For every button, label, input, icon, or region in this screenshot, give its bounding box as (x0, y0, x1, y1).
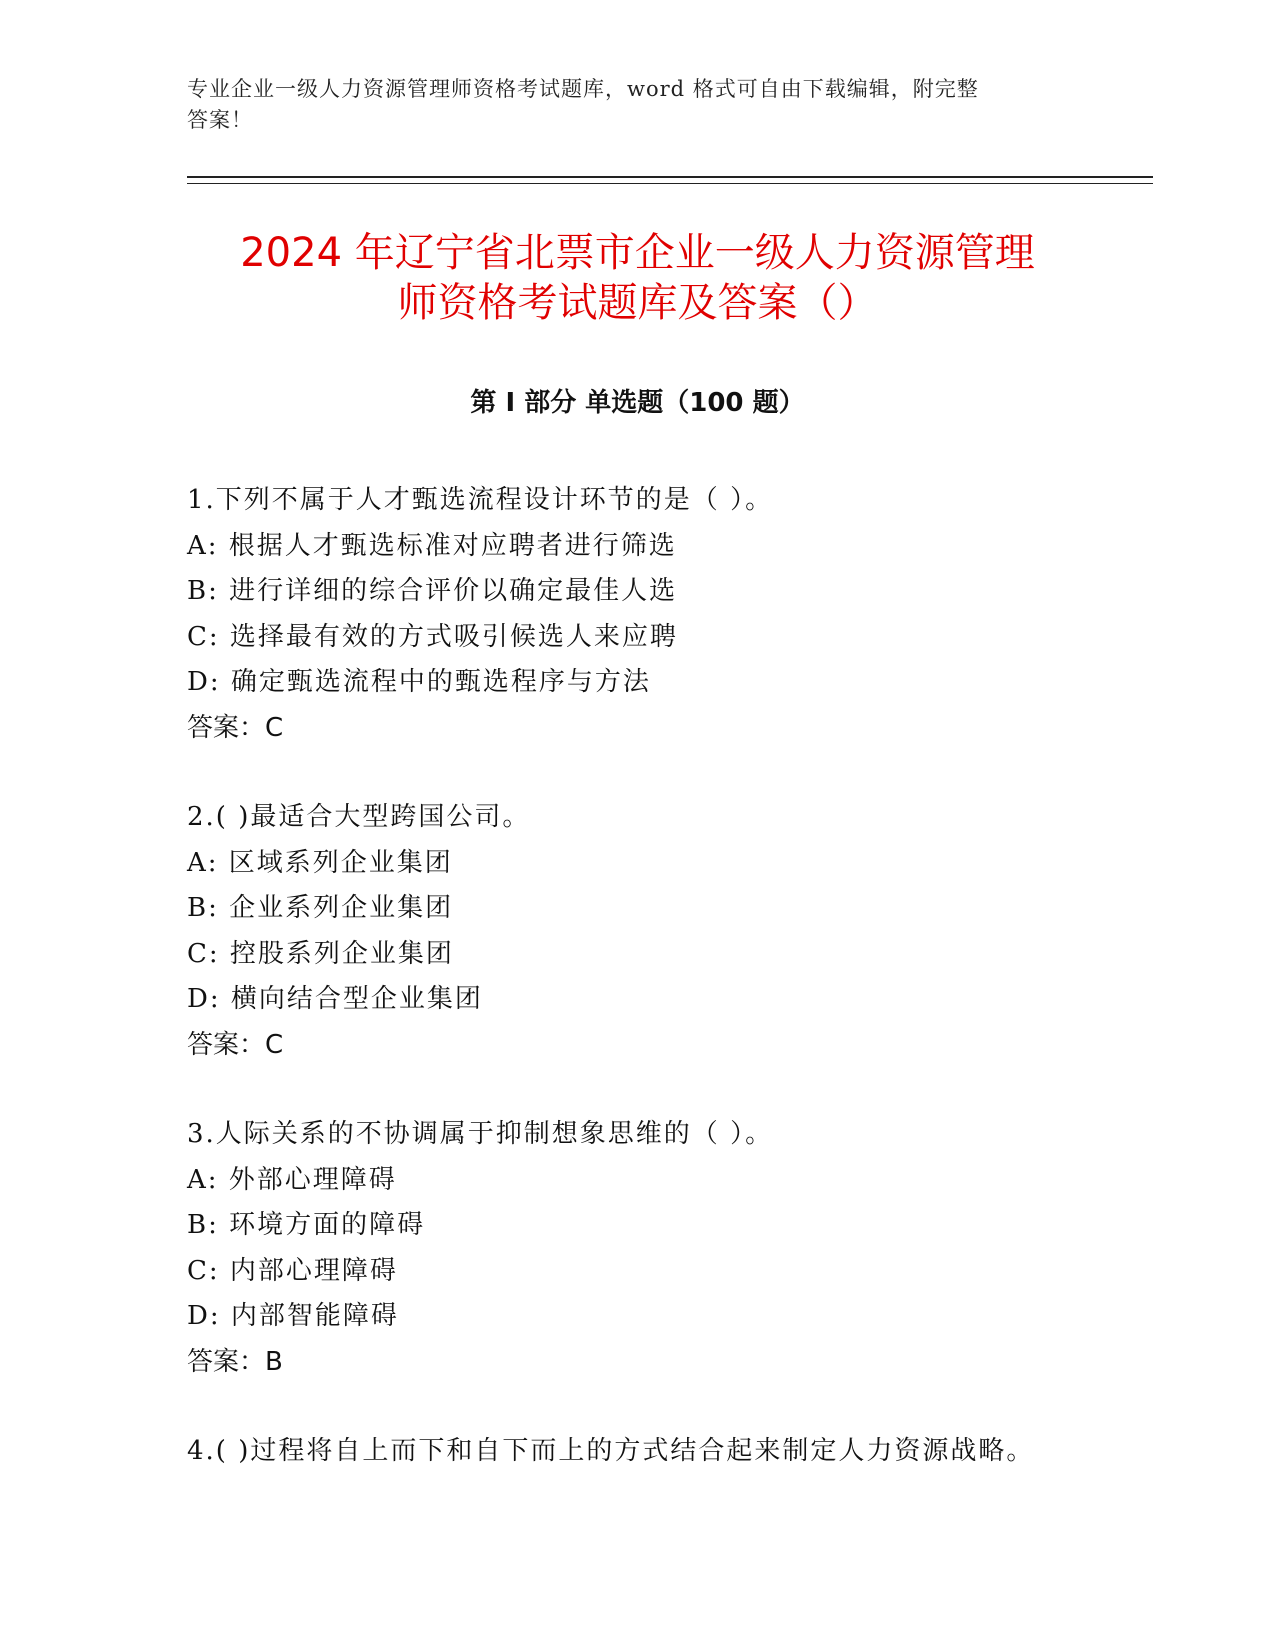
intro-text (187, 74, 1067, 136)
question-3 (187, 1112, 1147, 1385)
document-title (150, 228, 1125, 328)
option-a: A: 根据人才甄选标准对应聘者进行筛选 (187, 530, 677, 561)
option-c: C: 内部心理障碍 (187, 1255, 398, 1286)
intro-line-1: 专业企业一级人力资源管理师资格考试题库，word 格式可自由下载编辑，附完整 (187, 77, 979, 101)
header-divider-thin (187, 183, 1153, 184)
question-stem: 3.人际关系的不协调属于抑制想象思维的（ ）。 (187, 1119, 774, 1149)
option-d: D: 横向结合型企业集团 (187, 984, 483, 1014)
document-title-line-1: 2024 年辽宁省北票市企业一级人力资源管理 (240, 230, 1035, 276)
intro-line-2: 答案！ (187, 108, 253, 132)
option-b: B: 环境方面的障碍 (187, 1210, 426, 1240)
option-d: D: 确定甄选流程中的甄选程序与方法 (187, 667, 651, 697)
option-b: B: 企业系列企业集团 (187, 893, 454, 923)
section-heading: 第 I 部分 单选题（100 题） (470, 388, 805, 418)
option-a: A: 区域系列企业集团 (187, 847, 453, 878)
answer-text: 答案：C (187, 1029, 284, 1060)
option-d: D: 内部智能障碍 (187, 1301, 399, 1331)
option-c: C: 控股系列企业集团 (187, 938, 454, 969)
question-list (187, 478, 1147, 1519)
question-4 (187, 1429, 1147, 1475)
question-stem: 2.( )最适合大型跨国公司。 (187, 802, 531, 832)
header-divider-thick (187, 176, 1153, 178)
option-b: B: 进行详细的综合评价以确定最佳人选 (187, 576, 678, 606)
question-stem: 4.( )过程将自上而下和自下而上的方式结合起来制定人力资源战略。 (187, 1436, 1035, 1466)
document-title-line-2: 师资格考试题库及答案（） (397, 280, 878, 326)
question-1 (187, 478, 1147, 751)
answer-text: 答案：C (187, 712, 284, 743)
question-stem: 1.下列不属于人才甄选流程设计环节的是（ ）。 (187, 485, 774, 515)
question-2 (187, 795, 1147, 1068)
option-c: C: 选择最有效的方式吸引候选人来应聘 (187, 621, 678, 652)
answer-text: 答案：B (187, 1346, 283, 1377)
option-a: A: 外部心理障碍 (187, 1164, 397, 1195)
